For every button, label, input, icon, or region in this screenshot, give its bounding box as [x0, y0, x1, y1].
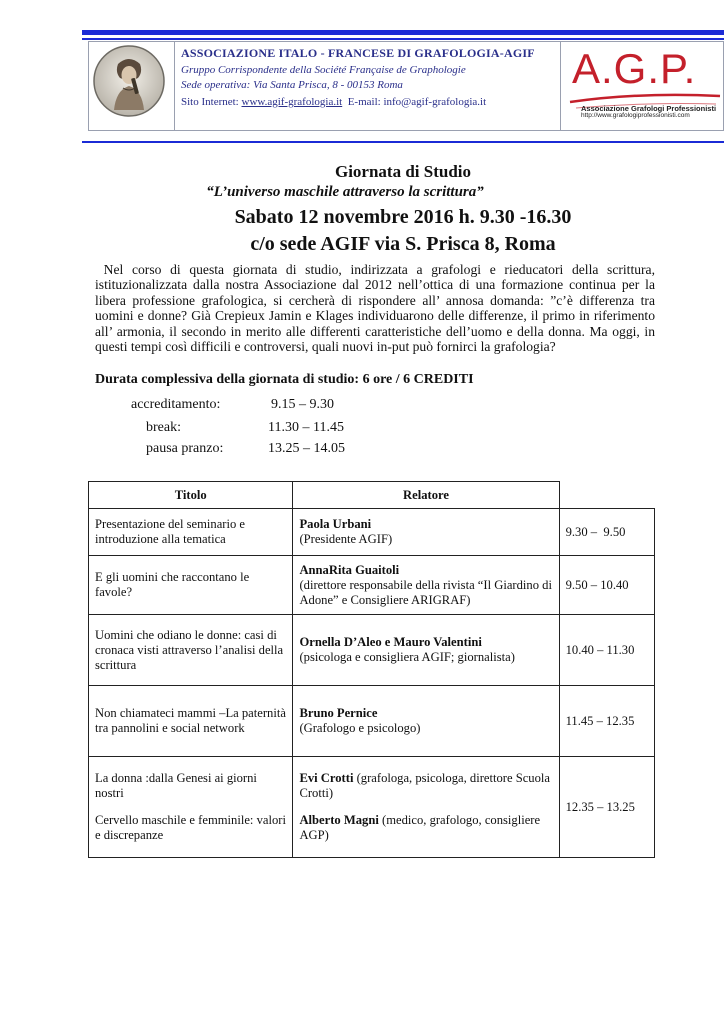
- speaker-name: Bruno Pernice: [299, 706, 378, 720]
- agp-subtitle: Associazione Grafologi Professionisti: [581, 104, 717, 113]
- speaker-role: (grafologa, psicologa, direttore Scuola Crotti): [299, 771, 550, 800]
- schedule-time-lunch: 13.25 – 14.05: [268, 441, 345, 456]
- session-title-part: Cervello maschile e femminile: valori e discrepanze: [95, 813, 286, 842]
- speaker-role-quote: ” e Consigliere ARIGRAF): [333, 592, 471, 607]
- speaker-name: Evi Crotti: [299, 771, 354, 785]
- session-time: 9.50 – 10.40: [559, 556, 654, 615]
- session-time: 11.45 – 12.35: [559, 686, 654, 757]
- table-row: [89, 686, 655, 757]
- email-label: E-mail:: [342, 96, 384, 108]
- session-title: E gli uomini che raccontano le favole?: [89, 556, 293, 615]
- schedule-time-accreditation: 9.15 – 9.30: [271, 397, 334, 412]
- intro-paragraph: Nel corso di questa giornata di studio, indirizzata a grafologi e rieducatori della scrittura, istituzionalizzata dalla nostra Associazione dal 2012 nell’ottica di una formazione continua per la libera professione grafologica, si cercherà di rispondere all’ annosa domanda: ”c’è differenza tra uomini e donne? Già Crepieux Jamin e Klages individuarono delle differenze, il primo in riferimento all’ armonia, il secondo in merito alle differenti caratteristiche dell’uomo e della donna. Ma oggi, in questi tempi così difficili e controversi, quali nuovi in-put può fornirci la grafologia?: [95, 262, 659, 355]
- email-link[interactable]: info@agif-grafologia.it: [383, 96, 487, 108]
- header-rule-bottom: [82, 141, 724, 143]
- header-divider: [174, 41, 175, 131]
- site-link[interactable]: www.agif-grafologia.it: [241, 96, 343, 108]
- event-venue: c/o sede AGIF via S. Prisca 8, Roma: [250, 233, 556, 255]
- speaker-name: Paola Urbani: [299, 517, 372, 531]
- session-title-part: La donna :dalla Genesi ai giorni nostri: [95, 771, 257, 800]
- column-header-time-empty: [559, 482, 654, 509]
- speaker-entry: [299, 813, 552, 843]
- schedule-label-break: break:: [146, 420, 181, 435]
- speaker-role: (medico, grafologo, consigliere AGP): [299, 813, 541, 842]
- duration-line: Durata complessiva della giornata di studio: 6 ore / 6 CREDITI: [95, 372, 474, 387]
- session-time: 10.40 – 11.30: [559, 615, 654, 686]
- operative-seat-line: Sede operativa: Via Santa Prisca, 8 - 00153 Roma: [181, 79, 403, 91]
- session-title: [89, 757, 293, 858]
- schedule-label-lunch: pausa pranzo:: [146, 441, 224, 456]
- session-speaker: [293, 615, 559, 686]
- speaker-role: (Grafologo e psicologo): [299, 721, 421, 735]
- session-speaker: [293, 556, 559, 615]
- session-time: 9.30 – 9.50: [559, 509, 654, 556]
- event-date: Sabato 12 novembre 2016 h. 9.30 -16.30: [234, 206, 572, 228]
- site-label: Sito Internet:: [181, 96, 242, 108]
- program-table: [88, 481, 655, 858]
- session-title: Non chiamateci mammi –La paternità tra pannolini e social network: [89, 686, 293, 757]
- speaker-role: (Presidente AGIF): [299, 532, 393, 546]
- association-info: [181, 46, 561, 108]
- event-subtitle: “L’universo maschile attraverso la scrittura”: [206, 184, 484, 200]
- table-row: [89, 615, 655, 686]
- agp-logo-text: A.G.P.: [572, 45, 697, 92]
- session-time: 12.35 – 13.25: [559, 757, 654, 858]
- agp-url: http://www.grafologiprofessionisti.com: [581, 112, 690, 119]
- column-header-speaker: Relatore: [293, 482, 559, 509]
- speaker-name: Ornella D’Aleo e Mauro Valentini: [299, 635, 482, 649]
- agif-medallion-logo: [92, 44, 166, 118]
- speaker-role: (psicologa e consigliera AGIF; giornalista): [299, 650, 515, 664]
- column-header-title: Titolo: [89, 482, 293, 509]
- table-row: [89, 757, 655, 858]
- session-speaker: [293, 686, 559, 757]
- spacer: [299, 801, 552, 813]
- schedule-label-accreditation: accreditamento:: [131, 397, 221, 412]
- speaker-entry: [299, 771, 552, 801]
- association-name: ASSOCIAZIONE ITALO - FRANCESE DI GRAFOLOGIA-AGIF: [181, 46, 535, 60]
- table-row: [89, 509, 655, 556]
- schedule-time-break: 11.30 – 11.45: [268, 420, 344, 435]
- table-row: [89, 556, 655, 615]
- session-speaker: [293, 509, 559, 556]
- event-title: Giornata di Studio: [334, 162, 472, 181]
- session-title: Uomini che odiano le donne: casi di cronaca visti attraverso l’analisi della scrittura: [89, 615, 293, 686]
- spacer: [95, 801, 286, 813]
- table-header-row: [89, 482, 655, 509]
- speaker-name: Alberto Magni: [299, 813, 379, 827]
- session-title: Presentazione del seminario e introduzione alla tematica: [89, 509, 293, 556]
- header-rule-top-thin: [82, 38, 724, 40]
- contact-line: [181, 96, 561, 108]
- speaker-name: AnnaRita Guaitoli: [299, 562, 400, 577]
- session-speaker: [293, 757, 559, 858]
- speaker-role: (direttore responsabile della rivista “Il Giardino di Adone: [299, 577, 552, 607]
- header-rule-top: [82, 30, 724, 35]
- correspondent-group-line: Gruppo Corrispondente della Société Française de Graphologie: [181, 64, 466, 76]
